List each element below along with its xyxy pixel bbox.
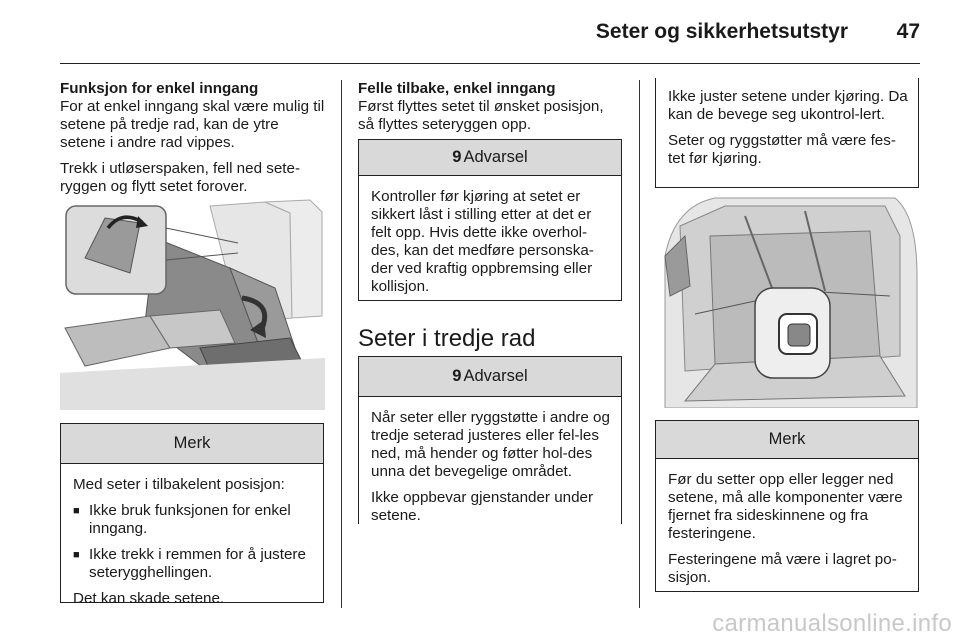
warning-icon: 9 — [452, 367, 462, 385]
warning-heading — [359, 357, 621, 397]
warning-box-continued — [655, 78, 919, 188]
warning-heading-text: Advarsel — [463, 367, 528, 385]
note-box-rails — [655, 420, 919, 592]
column-divider-2 — [639, 80, 640, 608]
paragraph-fold-back: Først flyttes setet til ønsket posisjon, så flyttes seteryggen opp. — [358, 98, 604, 133]
subhead-easy-entry: Funksjon for enkel inngang — [60, 80, 259, 97]
warning-continued-body — [656, 78, 918, 184]
column-2 — [358, 80, 623, 142]
warning-text-1: Når seter eller ryggstøtte i andre og tredje seterad justeres eller fel-les ned, må hender og føtter hol-des unna det bevegelige området. — [371, 409, 610, 480]
page-title: Seter og sikkerhetsutstyr — [595, 20, 848, 43]
note-text-1: Før du setter opp eller legger ned setene, må alle komponenter være fjernet fra sideskinnene og fra festeringene. — [668, 471, 903, 542]
column-divider-1 — [341, 80, 342, 608]
warning-continued-text-1: Ikke juster setene under kjøring. Da kan de bevege seg ukontrol-lert. — [668, 88, 908, 123]
note-heading: Merk — [656, 421, 918, 459]
paragraph-release-lever: Trekk i utløserspaken, fell ned sete-ryggen og flytt setet forover. — [60, 160, 301, 195]
column-1 — [60, 80, 325, 204]
section-title-third-row: Seter i tredje rad — [358, 325, 536, 352]
warning-box-moving-area — [358, 356, 622, 524]
seat-folding-drawing — [60, 198, 325, 410]
warning-continued-text-2: Seter og ryggstøtter må være fes-tet før kjøring. — [668, 132, 896, 167]
subhead-fold-back: Felle tilbake, enkel inngang — [358, 80, 556, 97]
warning-heading-text: Advarsel — [463, 148, 528, 166]
trunk-illustration — [655, 196, 920, 408]
seat-folding-illustration — [60, 198, 325, 410]
note-bullet-2 — [73, 546, 313, 582]
warning-text: Kontroller før kjøring at setet er sikkert låst i stilling etter at det er felt opp. Hvis dette ikke overhol-des, kan det medføre personska-der ved kraftig oppbremsing eller kollisjon. — [371, 188, 594, 295]
watermark-text: carmanualsonline.info — [712, 610, 952, 637]
note-bullet-1-text: Ikke bruk funksjonen for enkel inngang. — [89, 502, 291, 537]
note-bullet-1 — [73, 502, 313, 538]
warning-body — [359, 397, 621, 541]
note-body — [656, 459, 918, 603]
paragraph-easy-entry-intro: For at enkel inngang skal være mulig til setene på tredje rad, kan de ytre setene i andre rad vippes. — [60, 98, 325, 151]
note-body — [61, 464, 323, 624]
note-outro: Det kan skade setene. — [73, 590, 225, 607]
note-intro: Med seter i tilbakelent posisjon: — [73, 476, 285, 493]
trunk-drawing — [655, 196, 920, 408]
warning-text-2: Ikke oppbevar gjenstander under setene. — [371, 489, 594, 524]
note-bullet-2-text: Ikke trekk i remmen for å justere seterygghellingen. — [89, 546, 306, 581]
warning-box-lock — [358, 139, 622, 301]
note-text-2: Festeringene må være i lagret po-sisjon. — [668, 551, 897, 586]
warning-icon: 9 — [452, 148, 462, 166]
warning-heading — [359, 140, 621, 176]
page-header — [60, 18, 920, 64]
page-number: 47 — [896, 20, 920, 43]
note-box-recline — [60, 423, 324, 607]
warning-body — [359, 176, 621, 312]
bullet-square-icon: ■ — [73, 505, 80, 517]
note-heading: Merk — [61, 424, 323, 464]
bullet-square-icon: ■ — [73, 549, 80, 561]
